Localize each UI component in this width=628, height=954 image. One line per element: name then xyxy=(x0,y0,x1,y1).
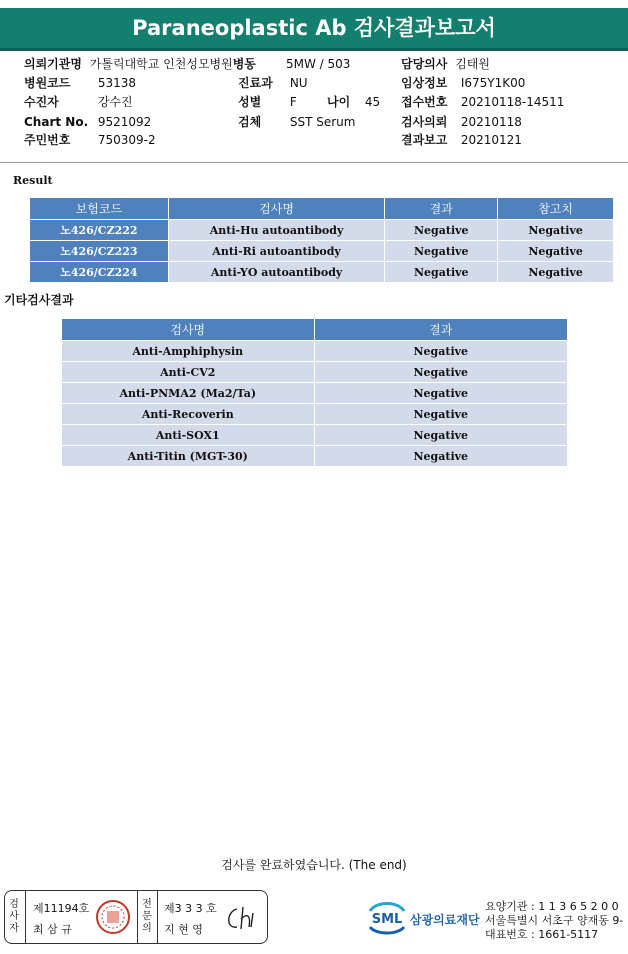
test-name: Anti-YO autoantibody xyxy=(168,262,385,283)
doctor-value: 김태원 xyxy=(455,57,490,71)
result-table-header xyxy=(30,198,614,220)
patient-value: 강수진 xyxy=(97,95,133,109)
ward-label: 병동 xyxy=(232,57,256,71)
col-header-result: 결과 xyxy=(385,198,498,220)
dept-value: NU xyxy=(289,76,308,90)
examiner-name: 최 삼 규 xyxy=(33,923,72,936)
title-underline xyxy=(0,48,628,51)
receipt-value: 20210118-14511 xyxy=(460,95,565,109)
col-header-test: 검사명 xyxy=(62,319,315,341)
col-header-result: 결과 xyxy=(314,319,567,341)
ward-value: 5MW / 503 xyxy=(286,57,351,71)
hospital-label: 의뢰기관명 xyxy=(24,57,82,71)
specialist-name: 지 현 영 xyxy=(164,923,203,936)
insurance-code: 노426/CZ224 xyxy=(30,262,169,283)
test-result: Negative xyxy=(314,446,567,467)
examiner-license-no: 제11194호 xyxy=(33,902,90,915)
brand-name: 삼광의료재단 xyxy=(410,913,480,927)
code-label: 병원코드 xyxy=(24,76,71,90)
patient-label: 수진자 xyxy=(24,95,59,109)
info-divider xyxy=(0,162,628,163)
sex-value: F xyxy=(289,95,297,109)
institution-code: 요양기관 : 1 1 3 6 5 2 0 0 xyxy=(485,900,619,913)
test-result: Negative xyxy=(385,220,498,241)
request-value: 20210118 xyxy=(460,115,522,129)
other-section-label: 기타검사결과 xyxy=(4,293,74,307)
age-value: 45 xyxy=(364,95,381,109)
test-result: Negative xyxy=(314,425,567,446)
age-label: 나이 xyxy=(327,95,351,109)
test-name: Anti-Ri autoantibody xyxy=(168,241,385,262)
dept-label: 진료과 xyxy=(238,76,273,90)
signature-divider xyxy=(137,891,138,943)
specialist-vertical-label: 전문의 xyxy=(142,899,152,934)
table-row xyxy=(30,220,614,241)
report-value: 20210121 xyxy=(460,133,522,147)
end-message: 검사를 완료하였습니다. (The end) xyxy=(221,858,407,872)
table-row xyxy=(62,425,568,446)
institution-address: 서울특별시 서초구 양재동 9- xyxy=(485,914,624,927)
test-name: Anti-CV2 xyxy=(62,362,315,383)
table-row xyxy=(62,404,568,425)
other-tests-table xyxy=(61,318,568,467)
sex-label: 성별 xyxy=(238,95,262,109)
clinical-value: I675Y1K00 xyxy=(460,76,526,90)
col-header-code: 보험코드 xyxy=(30,198,169,220)
test-result: Negative xyxy=(314,362,567,383)
specialist-license-no: 제3 3 3 호 xyxy=(164,902,217,915)
insurance-code: 노426/CZ223 xyxy=(30,241,169,262)
test-name: Anti-PNMA2 (Ma2/Ta) xyxy=(62,383,315,404)
sml-logo-icon xyxy=(366,897,408,937)
handwritten-signature-icon xyxy=(223,901,263,935)
col-header-reference: 참고치 xyxy=(498,198,614,220)
sml-logo-text: SML xyxy=(371,912,403,927)
signature-divider xyxy=(157,891,158,943)
id-label: 주민번호 xyxy=(24,133,71,147)
chart-value: 9521092 xyxy=(97,115,152,129)
col-header-test: 검사명 xyxy=(168,198,385,220)
test-result: Negative xyxy=(385,241,498,262)
table-row xyxy=(30,262,614,283)
test-name: Anti-Recoverin xyxy=(62,404,315,425)
table-row xyxy=(62,362,568,383)
result-section-label: Result xyxy=(13,174,53,187)
test-result: Negative xyxy=(314,383,567,404)
request-label: 검사의뢰 xyxy=(401,115,448,129)
table-row xyxy=(62,341,568,362)
table-row xyxy=(62,446,568,467)
signature-box xyxy=(4,890,268,944)
result-table xyxy=(29,197,614,283)
other-table-header xyxy=(62,319,568,341)
official-seal-icon xyxy=(95,899,131,935)
receipt-label: 접수번호 xyxy=(401,95,448,109)
test-result: Negative xyxy=(314,341,567,362)
reference-value: Negative xyxy=(498,241,614,262)
institution-phone: 대표번호 : 1661-5117 xyxy=(485,928,599,941)
test-name: Anti-Amphiphysin xyxy=(62,341,315,362)
test-name: Anti-Titin (MGT-30) xyxy=(62,446,315,467)
doctor-label: 담당의사 xyxy=(401,57,448,71)
id-value: 750309-2 xyxy=(97,133,156,147)
test-result: Negative xyxy=(385,262,498,283)
test-result: Negative xyxy=(314,404,567,425)
reference-value: Negative xyxy=(498,220,614,241)
examiner-vertical-label: 검사자 xyxy=(9,899,19,934)
code-value: 53138 xyxy=(97,76,137,90)
clinical-label: 임상정보 xyxy=(401,76,448,90)
report-title: Paraneoplastic Ab 검사결과보고서 xyxy=(0,8,628,48)
chart-label: Chart No. xyxy=(24,115,89,129)
table-row xyxy=(62,383,568,404)
reference-value: Negative xyxy=(498,262,614,283)
specimen-value: SST Serum xyxy=(289,115,356,129)
table-row xyxy=(30,241,614,262)
signature-divider xyxy=(25,891,26,943)
insurance-code: 노426/CZ222 xyxy=(30,220,169,241)
test-name: Anti-SOX1 xyxy=(62,425,315,446)
specimen-label: 검체 xyxy=(238,115,262,129)
test-name: Anti-Hu autoantibody xyxy=(168,220,385,241)
hospital-value: 가톨릭대학교 인천성모병원 xyxy=(89,57,233,71)
report-label: 결과보고 xyxy=(401,133,448,147)
